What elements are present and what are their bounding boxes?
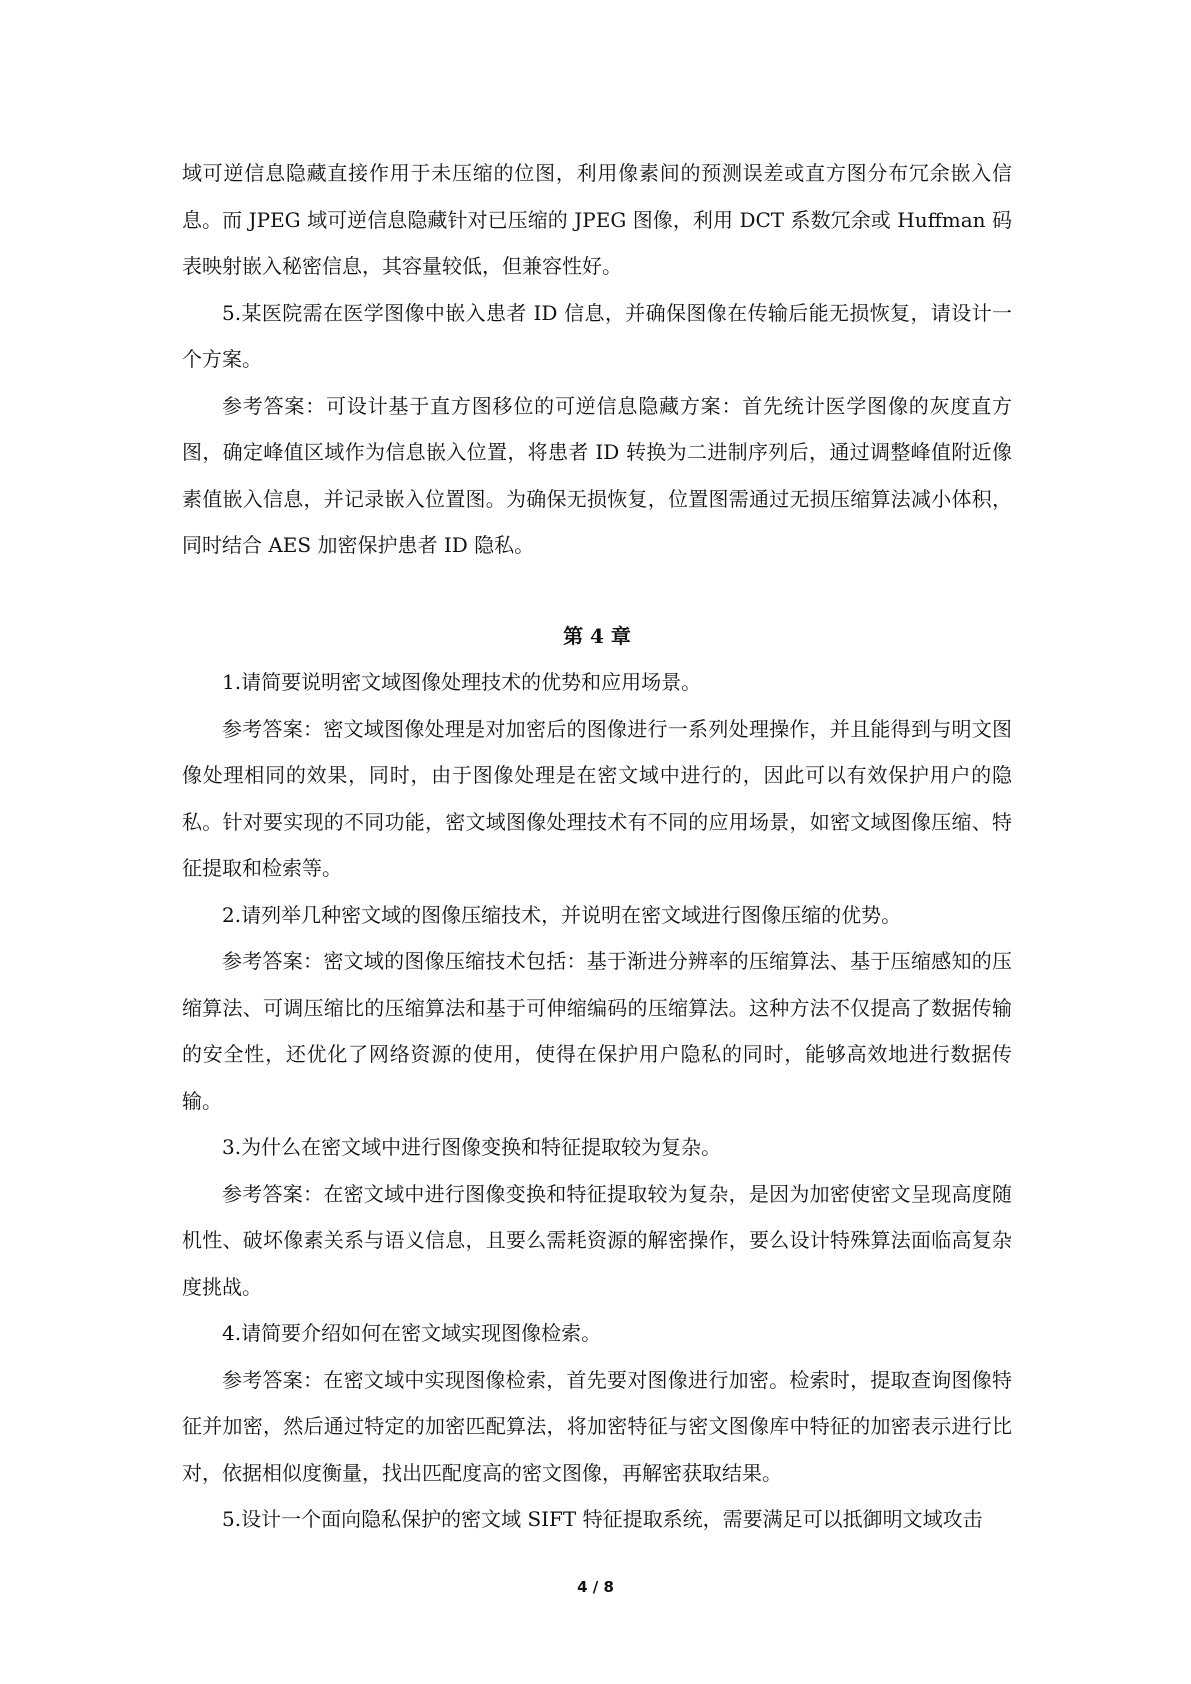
page-number: 4 / 8: [577, 1578, 614, 1596]
answer-paragraph: 参考答案：在密文域中进行图像变换和特征提取较为复杂，是因为加密使密文呈现高度随机性、破坏像素关系与语义信息，且要么需耗资源的解密操作，要么设计特殊算法面临高复杂度挑战。: [182, 1181, 1012, 1299]
answer-paragraph: 参考答案：可设计基于直方图移位的可逆信息隐藏方案：首先统计医学图像的灰度直方图，确定峰值区域作为信息嵌入位置，将患者 ID 转换为二进制序列后，通过调整峰值附近像素值嵌入信息，并记录嵌入位置图。为确保无损恢复，位置图需通过无损压缩算法减小体积，同时结合 AES 加密保护患者 ID 隐私。: [182, 393, 1012, 557]
question-paragraph: 2.请列举几种密文域的图像压缩技术，并说明在密文域进行图像压缩的优势。: [222, 902, 902, 927]
question-paragraph: 4.请简要介绍如何在密文域实现图像检索。: [222, 1321, 602, 1345]
question-paragraph: 5.某医院需在医学图像中嵌入患者 ID 信息，并确保图像在传输后能无损恢复，请设计一个方案。: [182, 300, 1012, 371]
chapter-heading: 第 4 章: [563, 623, 631, 648]
answer-paragraph: 参考答案：密文域图像处理是对加密后的图像进行一系列处理操作，并且能得到与明文图像处理相同的效果，同时，由于图像处理是在密文域中进行的，因此可以有效保护用户的隐私。针对要实现的不同功能，密文域图像处理技术有不同的应用场景，如密文域图像压缩、特征提取和检索等。: [182, 716, 1012, 880]
answer-paragraph: 参考答案：密文域的图像压缩技术包括：基于渐进分辨率的压缩算法、基于压缩感知的压缩算法、可调压缩比的压缩算法和基于可伸缩编码的压缩算法。这种方法不仅提高了数据传输的安全性，还优化了网络资源的使用，使得在保护用户隐私的同时，能够高效地进行数据传输。: [182, 949, 1012, 1113]
answer-paragraph: 参考答案：在密文域中实现图像检索，首先要对图像进行加密。检索时，提取查询图像特征并加密，然后通过特定的加密匹配算法，将加密特征与密文图像库中特征的加密表示进行比对，依据相似度衡量，找出匹配度高的密文图像，再解密获取结果。: [182, 1367, 1012, 1485]
question-paragraph: 1.请简要说明密文域图像处理技术的优势和应用场景。: [222, 670, 702, 694]
question-paragraph: 3.为什么在密文域中进行图像变换和特征提取较为复杂。: [222, 1135, 722, 1159]
paragraph: 域可逆信息隐藏直接作用于未压缩的位图，利用像素间的预测误差或直方图分布冗余嵌入信息。而 JPEG 域可逆信息隐藏针对已压缩的 JPEG 图像，利用 DCT 系数冗余或 Huffman 码表映射嵌入秘密信息，其容量较低，但兼容性好。: [182, 161, 1012, 278]
question-paragraph: 5.设计一个面向隐私保护的密文域 SIFT 特征提取系统，需要满足可以抵御明文域攻击: [222, 1507, 983, 1531]
page-body: [182, 150, 1012, 1543]
